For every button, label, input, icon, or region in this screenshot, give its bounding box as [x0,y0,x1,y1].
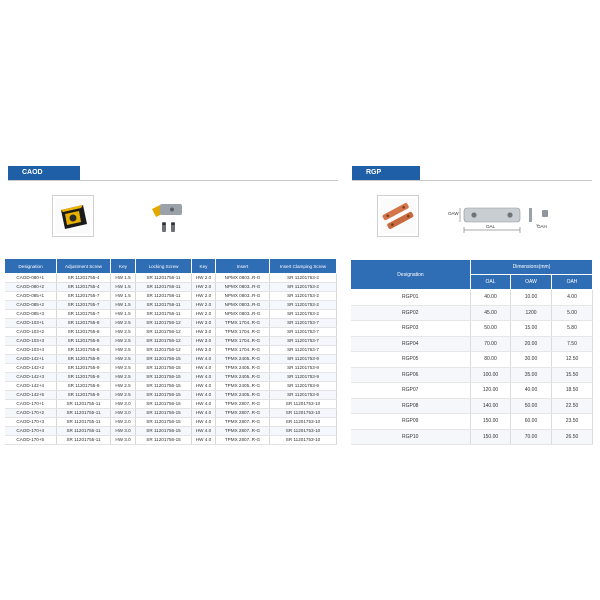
cell-insert: TPMX 2807..R-G [216,400,270,409]
cell-key-2: HW 4.0 [192,364,216,373]
col-header-key: Key [111,259,136,274]
cell-adjustment-screw: SR 11201755-7 [57,310,111,319]
cell-key-2: HW 4.0 [192,382,216,391]
cell-oah: 22.50 [552,398,593,414]
cell-adjustment-screw: SR 11201755-8 [57,328,111,337]
cell-oah: 23.50 [552,414,593,430]
cell-key-2: HW 2.0 [192,301,216,310]
table-row [5,274,337,283]
cell-designation: RGP10 [351,429,471,445]
cell-designation: CAOD-142+1 [5,355,57,364]
cell-oal: 50.00 [471,321,511,337]
cell-designation: CAOD-170+5 [5,436,57,445]
cell-adjustment-screw: SR 11201755-9 [57,364,111,373]
cell-oah: 12.50 [552,352,593,368]
cell-locking-screw: SR 11201756-12 [136,337,192,346]
cell-insert: TPMX 1704..R-G [216,319,270,328]
cell-key-2: HW 2.0 [192,274,216,283]
cell-key: HW 2.5 [111,346,136,355]
cell-key: HW 2.5 [111,382,136,391]
cell-key: HW 1.5 [111,310,136,319]
cell-insert: NPMX 0803..R-G [216,310,270,319]
caod-parts-image [146,197,188,239]
cell-insert: TPMX 1704..R-G [216,346,270,355]
cell-adjustment-screw: SR 11201755-9 [57,373,111,382]
cell-key: HW 3.0 [111,418,136,427]
cell-insert-clamping-screw: SR 11201753-10 [270,400,337,409]
cell-designation: CAOD-170+2 [5,409,57,418]
table-row [5,400,337,409]
oal-label: OAL [486,224,496,229]
cell-designation: CAOD-103+1 [5,319,57,328]
cell-key-2: HW 4.0 [192,400,216,409]
rgp-plate-image [377,195,419,237]
cell-oaw: 70.00 [511,429,552,445]
table-row [5,346,337,355]
table-row [351,398,593,414]
cell-insert-clamping-screw: SR 11201753-7 [270,319,337,328]
cell-insert-clamping-screw: SR 11201753-2 [270,301,337,310]
cell-designation: CAOD-085+3 [5,310,57,319]
cell-locking-screw: SR 11201756-11 [136,301,192,310]
table-row [351,305,593,321]
cell-designation: RGP09 [351,414,471,430]
cell-locking-screw: SR 11201756-15 [136,391,192,400]
cell-insert: NPMX 0803..R-G [216,283,270,292]
cell-insert: TPMX 2405..R-G [216,355,270,364]
cell-adjustment-screw: SR 11201755-9 [57,355,111,364]
rgp-dimension-diagram [446,200,556,240]
table-row [351,290,593,306]
cell-oal: 140.00 [471,398,511,414]
cell-key-2: HW 4.0 [192,436,216,445]
cartridge-parts-icon [146,197,188,239]
cell-key: HW 2.5 [111,355,136,364]
cell-designation: RGP05 [351,352,471,368]
cell-adjustment-screw: SR 11201755-4 [57,274,111,283]
cell-insert: NPMX 0803..R-G [216,274,270,283]
table-row [5,328,337,337]
cell-adjustment-screw: SR 11201755-8 [57,346,111,355]
table-row [351,321,593,337]
col-header-designation-rgp: Designation [351,260,471,290]
cell-locking-screw: SR 11201756-15 [136,436,192,445]
cell-locking-screw: SR 11201756-12 [136,328,192,337]
cell-insert-clamping-screw: SR 11201753-7 [270,328,337,337]
table-row [351,383,593,399]
table-row [5,427,337,436]
cell-adjustment-screw: SR 11201755-11 [57,436,111,445]
cell-insert: TPMX 2807..R-G [216,436,270,445]
cell-oah: 26.50 [552,429,593,445]
cell-adjustment-screw: SR 11201755-9 [57,391,111,400]
cell-key-2: HW 4.0 [192,409,216,418]
cell-designation: CAOD-142+2 [5,364,57,373]
cell-key: HW 3.0 [111,409,136,418]
cell-oaw: 1200 [511,305,552,321]
cell-designation: CAOD-103+2 [5,328,57,337]
table-row [5,436,337,445]
table-row [5,337,337,346]
cell-designation: CAOD-103+4 [5,346,57,355]
col-header-dimensions-group: Dimensions(mm) [471,260,593,275]
cell-designation: RGP03 [351,321,471,337]
cell-insert: TPMX 1704..R-G [216,337,270,346]
cell-locking-screw: SR 11201756-12 [136,346,192,355]
cell-key-2: HW 4.0 [192,427,216,436]
cell-oal: 70.00 [471,336,511,352]
table-row [351,367,593,383]
cell-insert-clamping-screw: SR 11201753-9 [270,355,337,364]
cell-insert: TPMX 2807..R-G [216,409,270,418]
cell-locking-screw: SR 11201756-15 [136,355,192,364]
cell-key: HW 2.5 [111,337,136,346]
cell-designation: CAOD-142+4 [5,382,57,391]
cell-insert-clamping-screw: SR 11201753-10 [270,427,337,436]
col-header-designation: Designation [5,259,57,274]
table-row [351,429,593,445]
caod-section-tab [8,166,80,180]
cell-adjustment-screw: SR 11201755-9 [57,382,111,391]
cell-insert: TPMX 2807..R-G [216,418,270,427]
cell-oal: 80.00 [471,352,511,368]
col-header-oaw: OAW [511,275,552,290]
cell-insert: TPMX 2405..R-G [216,382,270,391]
caod-divider [8,180,338,181]
cell-key: HW 2.5 [111,364,136,373]
table-row [5,382,337,391]
cell-designation: RGP08 [351,398,471,414]
col-header-adjustment-screw: Adjustment Screw [57,259,111,274]
cell-designation: CAOD-080+1 [5,274,57,283]
table-row [351,352,593,368]
cell-locking-screw: SR 11201756-15 [136,364,192,373]
cell-key-2: HW 4.0 [192,355,216,364]
cell-oaw: 15.00 [511,321,552,337]
cell-designation: CAOD-170+3 [5,418,57,427]
cell-key-2: HW 3.0 [192,346,216,355]
cell-designation: CAOD-080+2 [5,283,57,292]
col-header-locking-screw: Locking Screw [136,259,192,274]
cell-key-2: HW 2.0 [192,292,216,301]
cell-adjustment-screw: SR 11201755-11 [57,409,111,418]
cell-designation: CAOD-085+2 [5,301,57,310]
cell-adjustment-screw: SR 11201755-8 [57,337,111,346]
cell-locking-screw: SR 11201756-15 [136,409,192,418]
cell-key-2: HW 2.0 [192,283,216,292]
cell-designation: CAOD-085+1 [5,292,57,301]
caod-title: CAOD [22,169,43,176]
oaw-label: OAW [448,211,459,216]
cell-designation: RGP06 [351,367,471,383]
cell-key: HW 1.5 [111,292,136,301]
cell-adjustment-screw: SR 11201755-11 [57,427,111,436]
cell-oaw: 20.00 [511,336,552,352]
table-row [5,409,337,418]
cell-oah: 7.50 [552,336,593,352]
cell-designation: CAOD-142+3 [5,373,57,382]
cell-oah: 4.00 [552,290,593,306]
cell-key-2: HW 3.0 [192,337,216,346]
cell-designation: RGP02 [351,305,471,321]
caod-table-header-row [5,259,337,274]
cell-key-2: HW 4.0 [192,391,216,400]
cell-adjustment-screw: SR 11201755-11 [57,400,111,409]
cell-locking-screw: SR 11201756-11 [136,310,192,319]
cell-oal: 100.00 [471,367,511,383]
col-header-key-2: Key [192,259,216,274]
rgp-title: RGP [366,169,382,176]
cell-oal: 150.00 [471,414,511,430]
table-row [5,319,337,328]
col-header-insert: Insert [216,259,270,274]
cell-key-2: HW 2.0 [192,310,216,319]
rgp-dimensions-table [350,259,593,445]
table-row [5,283,337,292]
cell-key: HW 1.5 [111,283,136,292]
rgp-divider [352,180,592,181]
cell-oaw: 30.00 [511,352,552,368]
cell-designation: CAOD-170+4 [5,427,57,436]
cell-oal: 120.00 [471,383,511,399]
col-header-oah: OAH [552,275,593,290]
caod-spec-table [4,258,337,445]
cell-insert: TPMX 2405..R-G [216,391,270,400]
cell-oal: 40.00 [471,290,511,306]
col-header-insert-clamping-screw: Insert Clamping Screw [270,259,337,274]
cell-designation: RGP04 [351,336,471,352]
cell-insert-clamping-screw: SR 11201753-2 [270,283,337,292]
cell-key: HW 3.0 [111,436,136,445]
cell-oah: 5.80 [552,321,593,337]
cell-insert-clamping-screw: SR 11201753-7 [270,346,337,355]
plate-dimension-drawing-icon [446,200,556,240]
cell-key: HW 3.0 [111,400,136,409]
cell-insert: NPMX 0803..R-G [216,292,270,301]
cell-oal: 150.00 [471,429,511,445]
cell-key: HW 3.0 [111,427,136,436]
cell-insert-clamping-screw: SR 11201753-2 [270,292,337,301]
table-row [5,391,337,400]
cell-insert-clamping-screw: SR 11201753-10 [270,409,337,418]
cell-designation: CAOD-170+1 [5,400,57,409]
cell-locking-screw: SR 11201756-12 [136,319,192,328]
cell-locking-screw: SR 11201756-15 [136,418,192,427]
cell-designation: RGP07 [351,383,471,399]
caod-insert-image [52,195,94,237]
cell-insert-clamping-screw: SR 11201753-10 [270,418,337,427]
cell-designation: CAOD-103+3 [5,337,57,346]
cell-adjustment-screw: SR 11201755-7 [57,301,111,310]
cell-adjustment-screw: SR 11201755-11 [57,418,111,427]
oah-label: OAH [537,224,547,229]
cell-key: HW 2.5 [111,319,136,328]
cell-key: HW 2.5 [111,328,136,337]
cell-locking-screw: SR 11201756-15 [136,382,192,391]
cell-adjustment-screw: SR 11201755-4 [57,283,111,292]
table-row [5,355,337,364]
indexable-insert-icon [53,196,93,236]
cell-key: HW 2.5 [111,373,136,382]
cell-locking-screw: SR 11201756-11 [136,292,192,301]
cell-locking-screw: SR 11201756-15 [136,427,192,436]
rgp-section-tab [352,166,420,180]
cell-oaw: 40.00 [511,383,552,399]
cell-designation: CAOD-142+5 [5,391,57,400]
cell-insert-clamping-screw: SR 11201753-9 [270,364,337,373]
table-row [5,364,337,373]
cell-insert-clamping-screw: SR 11201753-9 [270,391,337,400]
cell-insert: TPMX 2405..R-G [216,373,270,382]
cell-oaw: 60.00 [511,414,552,430]
clamping-plate-icon [378,196,418,236]
cell-insert-clamping-screw: SR 11201753-7 [270,337,337,346]
cell-locking-screw: SR 11201756-11 [136,274,192,283]
cell-adjustment-screw: SR 11201755-8 [57,319,111,328]
cell-insert-clamping-screw: SR 11201753-2 [270,274,337,283]
cell-insert: NPMX 0803..R-G [216,301,270,310]
table-row [351,336,593,352]
table-row [5,310,337,319]
cell-oaw: 10.00 [511,290,552,306]
cell-insert: TPMX 1704..R-G [216,328,270,337]
cell-oah: 18.50 [552,383,593,399]
cell-key-2: HW 3.0 [192,328,216,337]
table-row [5,292,337,301]
cell-insert: TPMX 2807..R-G [216,427,270,436]
cell-designation: RGP01 [351,290,471,306]
cell-key-2: HW 4.0 [192,418,216,427]
rgp-table-header-row [351,260,593,275]
cell-locking-screw: SR 11201756-15 [136,373,192,382]
col-header-oal: OAL [471,275,511,290]
cell-adjustment-screw: SR 11201755-7 [57,292,111,301]
cell-insert-clamping-screw: SR 11201753-10 [270,436,337,445]
cell-insert-clamping-screw: SR 11201753-9 [270,373,337,382]
cell-insert-clamping-screw: SR 11201753-9 [270,382,337,391]
cell-oah: 5.00 [552,305,593,321]
table-row [5,301,337,310]
cell-key-2: HW 4.0 [192,373,216,382]
table-row [5,373,337,382]
cell-oah: 15.50 [552,367,593,383]
cell-insert: TPMX 2405..R-G [216,364,270,373]
cell-insert-clamping-screw: SR 11201753-2 [270,310,337,319]
table-row [351,414,593,430]
cell-oaw: 35.00 [511,367,552,383]
cell-key-2: HW 3.0 [192,319,216,328]
cell-locking-screw: SR 11201756-15 [136,400,192,409]
cell-oaw: 50.00 [511,398,552,414]
cell-key: HW 1.5 [111,301,136,310]
cell-key: HW 2.5 [111,391,136,400]
cell-oal: 45.00 [471,305,511,321]
table-row [5,418,337,427]
cell-locking-screw: SR 11201756-11 [136,283,192,292]
cell-key: HW 1.5 [111,274,136,283]
